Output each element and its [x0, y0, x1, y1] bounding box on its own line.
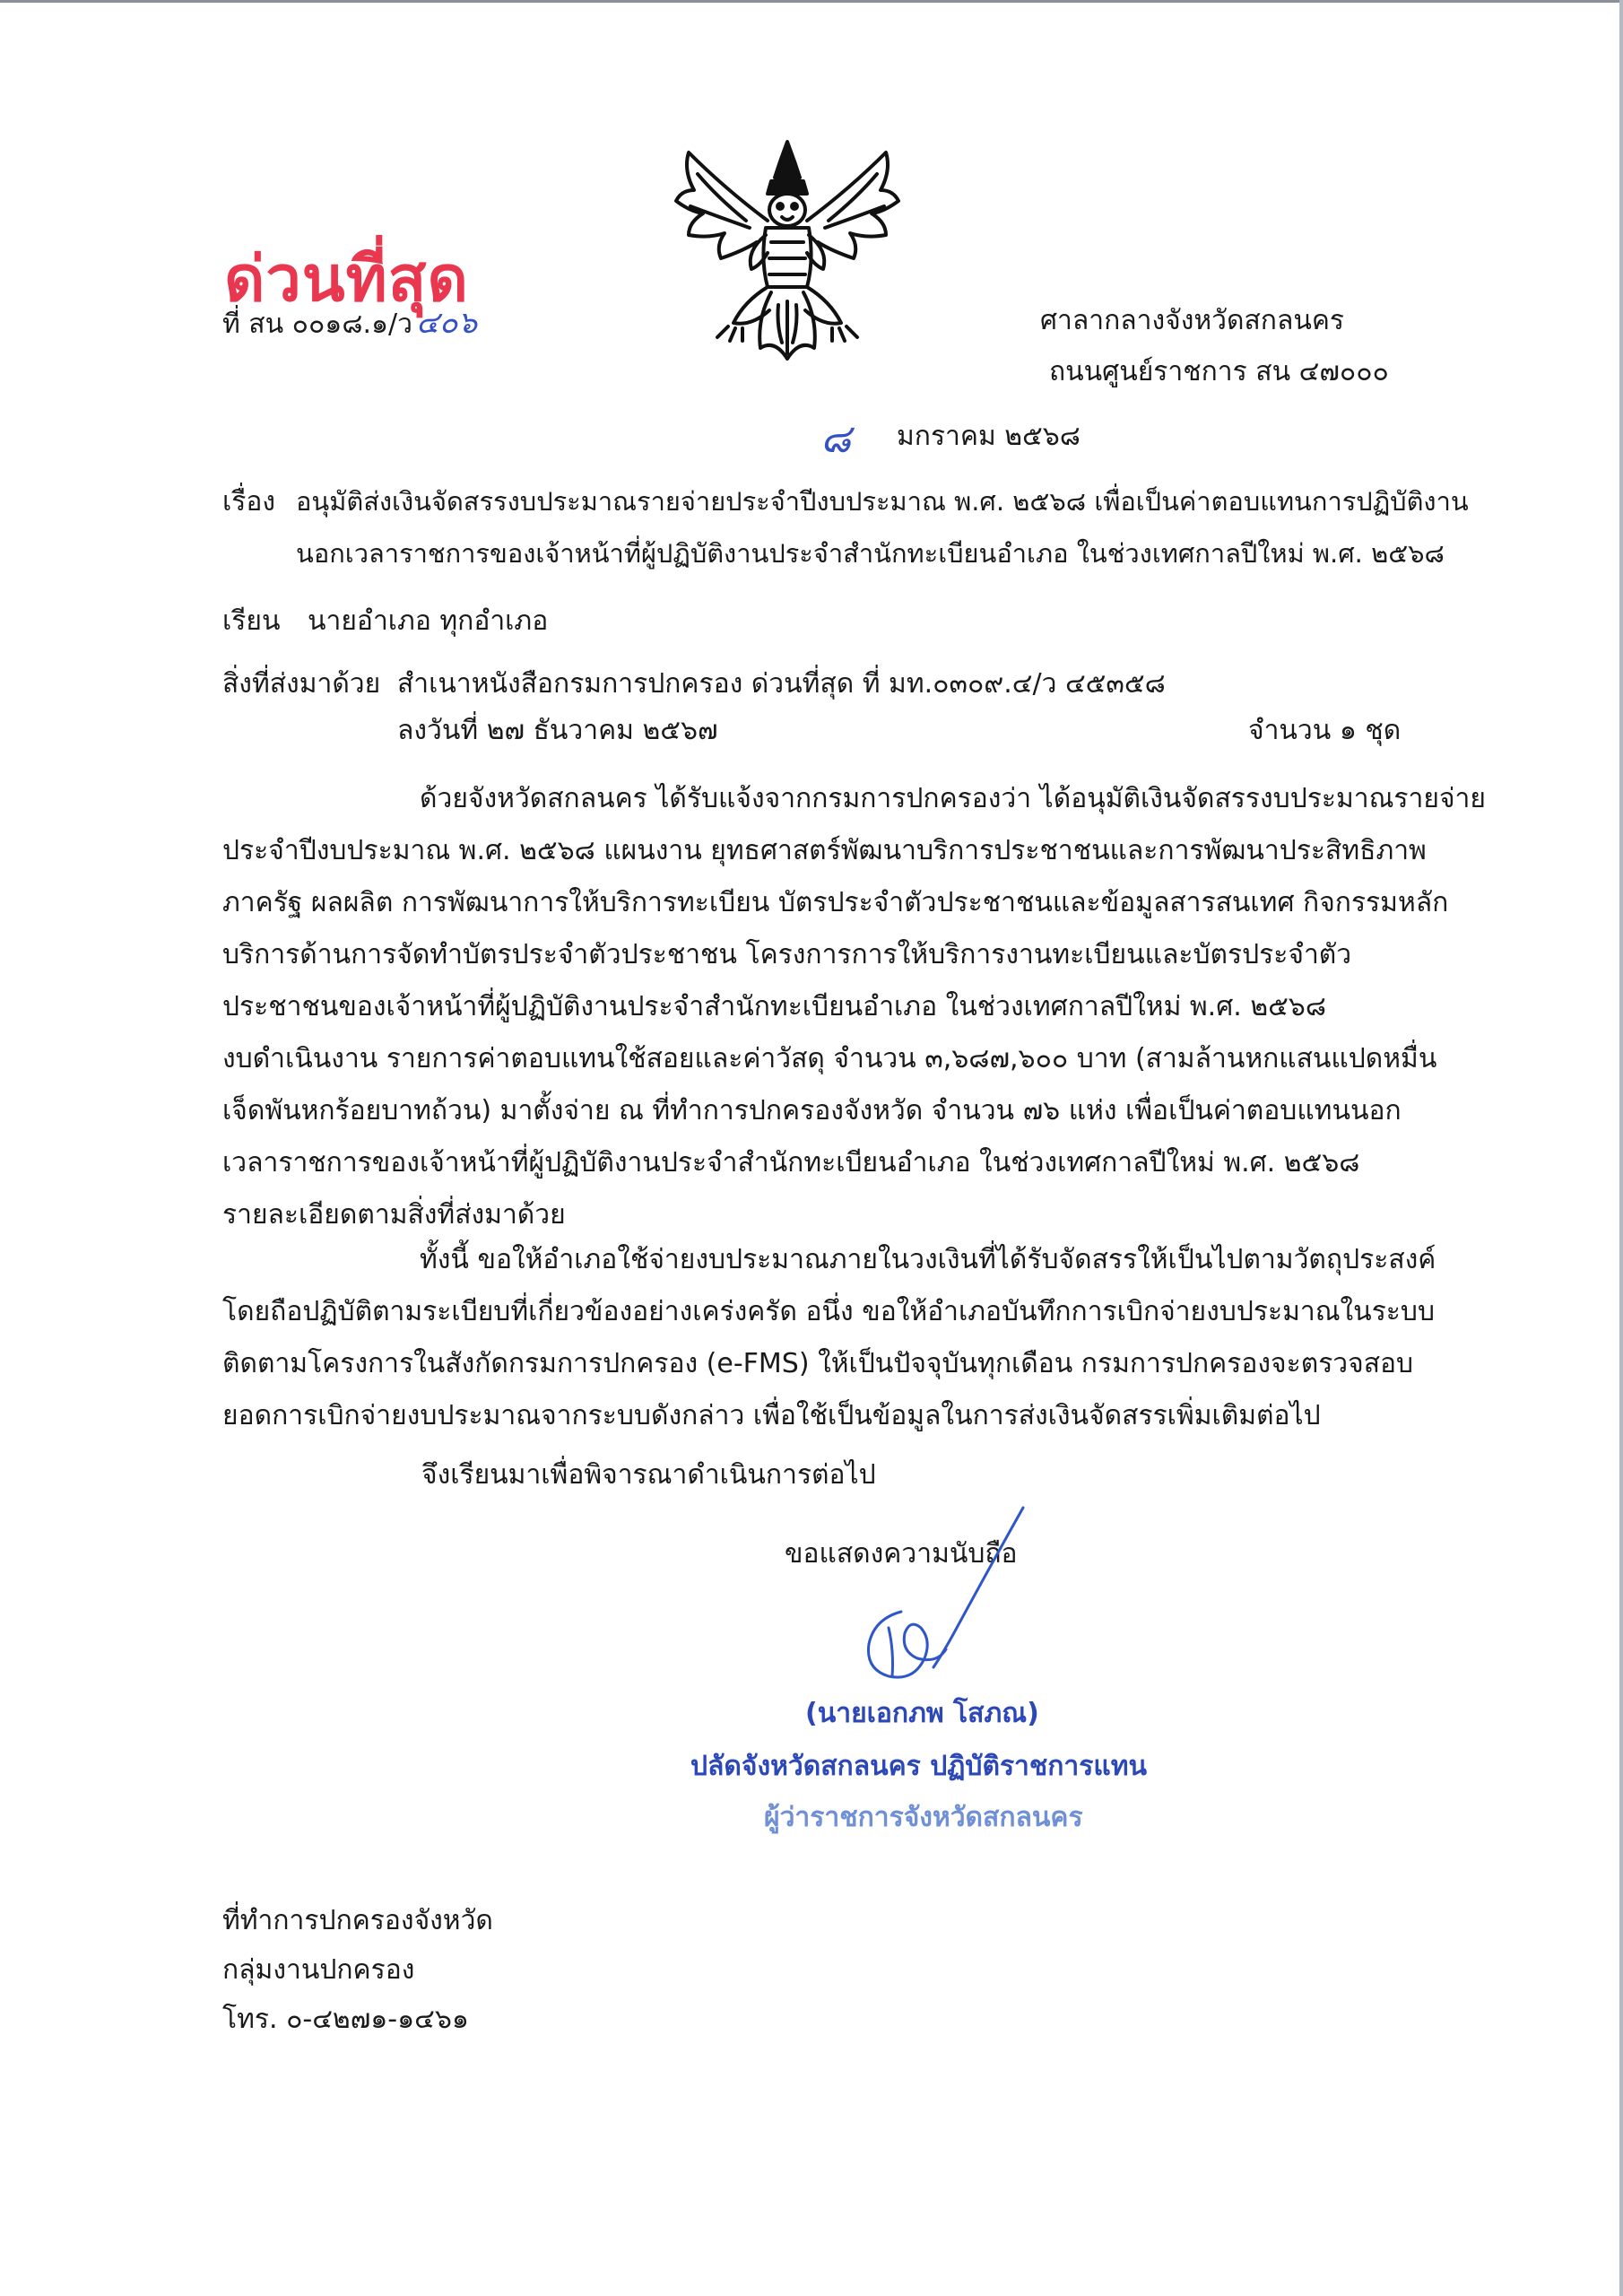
recipient-text: นายอำเภอ ทุกอำเภอ	[308, 605, 549, 637]
body-paragraph-2	[222, 1234, 1451, 1442]
paragraph-line: เจ็ดพันหกร้อยบาทถ้วน) มาตั้งจ่าย ณ ที่ทำการปกครองจังหวัด จำนวน ๗๖ แห่ง เพื่อเป็นค่าตอบแทนนอก	[222, 1095, 1402, 1126]
handwritten-signature	[838, 1493, 1054, 1700]
paragraph-line: ประชาชนของเจ้าหน้าที่ผู้ปฏิบัติงานประจำสำนักทะเบียนอำเภอ ในช่วงเทศกาลปีใหม่ พ.ศ. ๒๕๖๘	[222, 991, 1326, 1022]
footer-division: กลุ่มงานปกครอง	[222, 1954, 415, 1986]
document-number-prefix: ที่ สน ๐๐๑๘.๑/ว	[222, 309, 413, 340]
garuda-emblem-icon	[671, 135, 904, 377]
enclosure-text: สำเนาหนังสือกรมการปกครอง ด่วนที่สุด ที่ มท.๐๓๐๙.๔/ว ๔๕๓๕๘	[397, 668, 1166, 700]
sender-office: ศาลากลางจังหวัดสกลนคร	[1040, 305, 1345, 336]
scan-border-top	[0, 0, 1623, 3]
paragraph-line: งบดำเนินงาน รายการค่าตอบแทนใช้สอยและค่าวัสดุ จำนวน ๓,๖๘๗,๖๐๐ บาท (สามล้านหกแสนแปดหมื่น	[222, 1043, 1437, 1074]
scan-border-right	[1619, 0, 1623, 2296]
subject-label: เรื่อง	[222, 486, 276, 517]
urgency-stamp: ด่วนที่สุด	[224, 242, 469, 316]
paragraph-line: ติดตามโครงการในสังกัดกรมการปกครอง (e-FMS) ให้เป็นปัจจุบันทุกเดือน กรมการปกครองจะตรวจสอบ	[222, 1348, 1414, 1379]
signatory-title: ปลัดจังหวัดสกลนคร ปฏิบัติราชการแทน	[690, 1751, 1148, 1782]
signatory-name: (นายเอกภพ โสภณ)	[805, 1698, 1039, 1729]
paragraph-line: ภาครัฐ ผลผลิต การพัฒนาการให้บริการทะเบียน บัตรประจำตัวประชาชนและข้อมูลสารสนเทศ กิจกรรมหลัก	[222, 887, 1449, 918]
enclosure-label: สิ่งที่ส่งมาด้วย	[222, 668, 381, 700]
subject-line-1: อนุมัติส่งเงินจัดสรรงบประมาณรายจ่ายประจำปีงบประมาณ พ.ศ. ๒๕๖๘ เพื่อเป็นค่าตอบแทนการปฏิบัติงาน	[296, 486, 1469, 517]
paragraph-line: รายละเอียดตามสิ่งที่ส่งมาด้วย	[222, 1199, 566, 1231]
date-month-year: มกราคม ๒๕๖๘	[897, 421, 1081, 452]
enclosure-date: ลงวันที่ ๒๗ ธันวาคม ๒๕๖๗	[397, 715, 718, 746]
enclosure-quantity: จำนวน ๑ ชุด	[1248, 715, 1402, 746]
signatory-title-on-behalf: ผู้ว่าราชการจังหวัดสกลนคร	[764, 1802, 1083, 1833]
closing-sentence: จึงเรียนมาเพื่อพิจารณาดำเนินการต่อไป	[421, 1459, 876, 1491]
subject-line-2: นอกเวลาราชการของเจ้าหน้าที่ผู้ปฏิบัติงานประจำสำนักทะเบียนอำเภอ ในช่วงเทศกาลปีใหม่ พ.ศ. ๒๕๖๘	[296, 538, 1445, 569]
date-day-handwritten: ๘	[820, 416, 851, 462]
document-number	[222, 305, 478, 341]
footer-phone: โทร. ๐-๔๒๗๑-๑๔๖๑	[222, 2004, 469, 2035]
paragraph-line: ด้วยจังหวัดสกลนคร ได้รับแจ้งจากกรมการปกครองว่า ได้อนุมัติเงินจัดสรรงบประมาณรายจ่าย	[420, 783, 1486, 814]
paragraph-line: ทั้งนี้ ขอให้อำเภอใช้จ่ายงบประมาณภายในวงเงินที่ได้รับจัดสรรให้เป็นไปตามวัตถุประสงค์	[420, 1244, 1436, 1275]
body-paragraph-1	[222, 773, 1486, 1241]
paragraph-line: เวลาราชการของเจ้าหน้าที่ผู้ปฏิบัติงานประจำสำนักทะเบียนอำเภอ ในช่วงเทศกาลปีใหม่ พ.ศ. ๒๕๖๘	[222, 1147, 1360, 1178]
recipient-label: เรียน	[222, 605, 281, 637]
paragraph-line: ประจำปีงบประมาณ พ.ศ. ๒๕๖๘ แผนงาน ยุทธศาสตร์พัฒนาบริการประชาชนและการพัฒนาประสิทธิภาพ	[222, 835, 1427, 866]
regards-text: ขอแสดงความนับถือ	[785, 1538, 1018, 1570]
sender-address: ถนนศูนย์ราชการ สน ๔๗๐๐๐	[1049, 356, 1389, 387]
document-number-handwritten: ๔๐๖	[416, 305, 478, 341]
footer-office: ที่ทำการปกครองจังหวัด	[222, 1905, 493, 1936]
paragraph-line: บริการด้านการจัดทำบัตรประจำตัวประชาชน โครงการการให้บริการงานทะเบียนและบัตรประจำตัว	[222, 939, 1352, 970]
paragraph-line: โดยถือปฏิบัติตามระเบียบที่เกี่ยวข้องอย่างเคร่งครัด อนึ่ง ขอให้อำเภอบันทึกการเบิกจ่ายงบประมาณในระบบ	[222, 1296, 1436, 1327]
paragraph-line: ยอดการเบิกจ่ายงบประมาณจากระบบดังกล่าว เพื่อใช้เป็นข้อมูลในการส่งเงินจัดสรรเพิ่มเติมต่อไป	[222, 1400, 1321, 1431]
